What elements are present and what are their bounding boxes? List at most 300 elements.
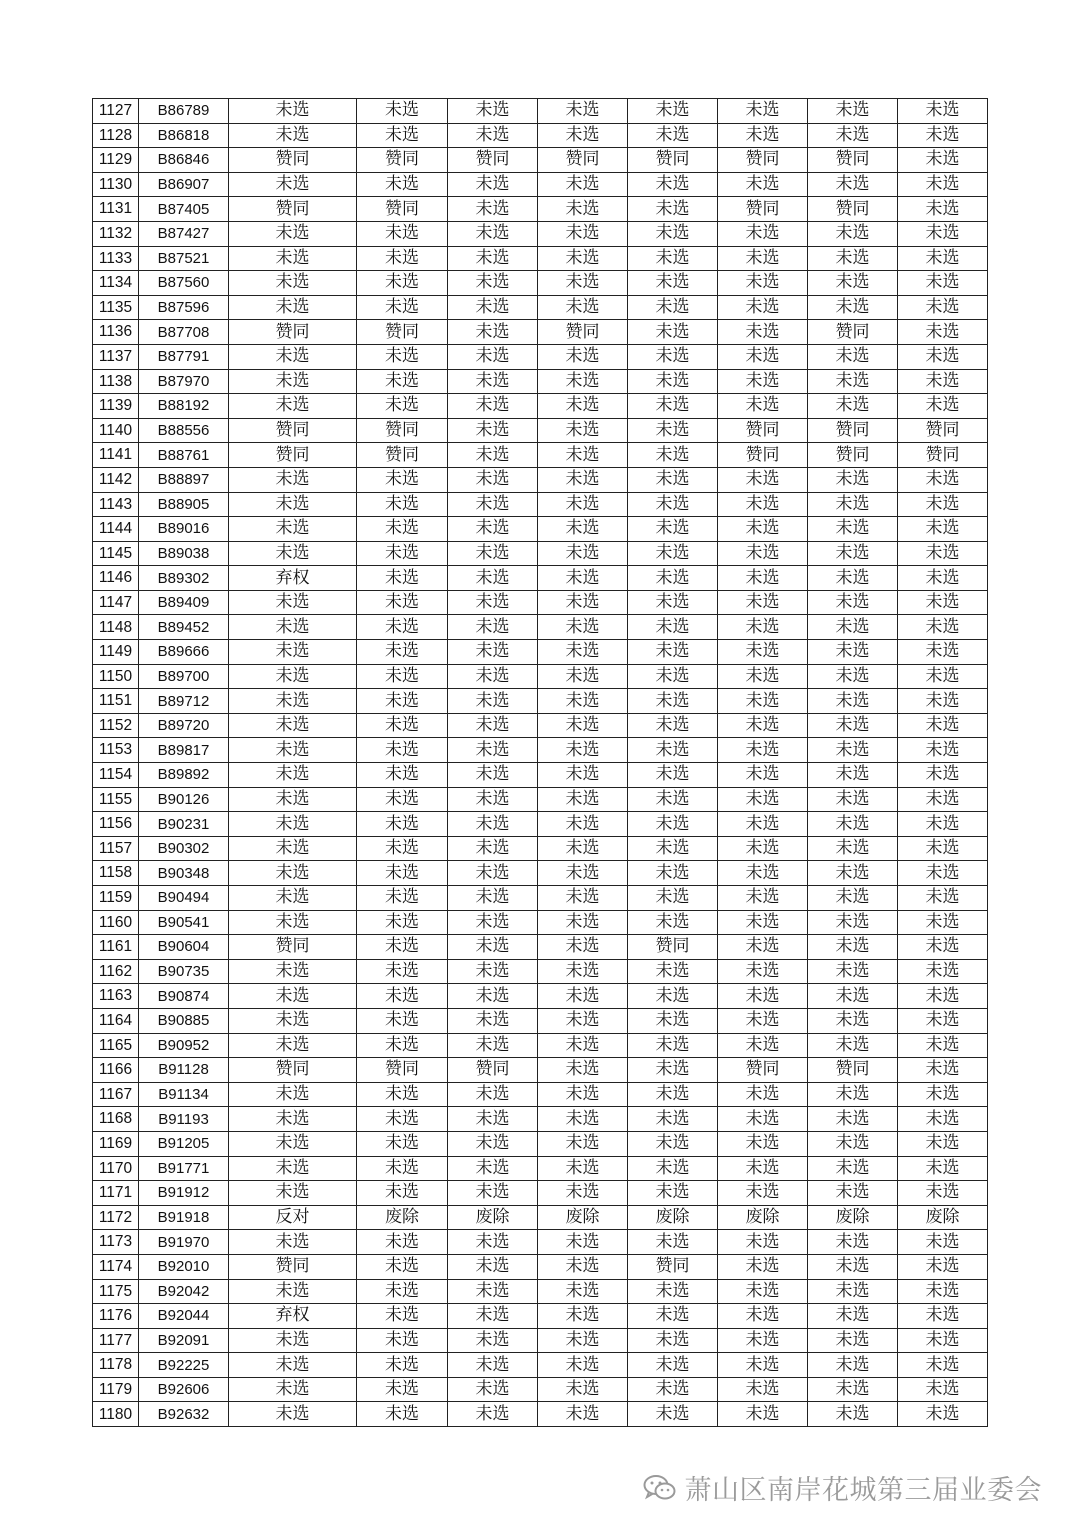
vote-cell: 未选 [898, 1254, 988, 1279]
vote-cell: 未选 [718, 1328, 808, 1353]
vote-cell: 未选 [808, 369, 898, 394]
vote-cell: 未选 [538, 1181, 628, 1206]
vote-cell: 未选 [628, 246, 718, 271]
row-number-cell: 1155 [93, 787, 139, 812]
vote-table-sheet [92, 98, 987, 1427]
vote-cell: 未选 [808, 394, 898, 419]
vote-cell: 未选 [448, 1279, 538, 1304]
vote-cell: 未选 [718, 1279, 808, 1304]
voter-code-cell: B90231 [139, 812, 229, 837]
row-number-cell: 1167 [93, 1082, 139, 1107]
vote-cell: 未选 [229, 984, 357, 1009]
vote-cell: 未选 [229, 590, 357, 615]
vote-cell: 未选 [898, 369, 988, 394]
row-number-cell: 1143 [93, 492, 139, 517]
vote-cell: 未选 [808, 1230, 898, 1255]
vote-cell: 未选 [718, 812, 808, 837]
voter-code-cell: B87427 [139, 221, 229, 246]
vote-cell: 未选 [808, 640, 898, 665]
vote-cell: 未选 [628, 541, 718, 566]
vote-cell: 未选 [718, 713, 808, 738]
vote-cell: 未选 [357, 959, 448, 984]
vote-cell: 未选 [357, 566, 448, 591]
vote-cell: 未选 [357, 123, 448, 148]
vote-cell: 未选 [718, 640, 808, 665]
vote-cell: 未选 [229, 640, 357, 665]
vote-cell: 弃权 [229, 1304, 357, 1329]
vote-cell: 未选 [628, 1230, 718, 1255]
row-number-cell: 1158 [93, 861, 139, 886]
vote-cell: 未选 [808, 246, 898, 271]
voter-code-cell: B89720 [139, 713, 229, 738]
vote-cell: 赞同 [448, 148, 538, 173]
vote-cell: 未选 [898, 541, 988, 566]
vote-cell: 未选 [628, 763, 718, 788]
table-row [93, 320, 988, 345]
voter-code-cell: B87596 [139, 295, 229, 320]
vote-cell: 未选 [718, 836, 808, 861]
vote-cell: 未选 [538, 1328, 628, 1353]
vote-cell: 未选 [898, 738, 988, 763]
vote-cell: 未选 [808, 344, 898, 369]
vote-cell: 未选 [538, 713, 628, 738]
vote-cell: 未选 [718, 1353, 808, 1378]
vote-cell: 未选 [718, 271, 808, 296]
vote-cell: 赞同 [628, 148, 718, 173]
vote-cell: 未选 [808, 1181, 898, 1206]
vote-cell: 未选 [898, 295, 988, 320]
table-row [93, 246, 988, 271]
vote-cell: 未选 [357, 984, 448, 1009]
vote-cell: 赞同 [357, 443, 448, 468]
vote-cell: 未选 [448, 910, 538, 935]
table-row [93, 295, 988, 320]
vote-cell: 未选 [808, 517, 898, 542]
vote-cell: 未选 [718, 123, 808, 148]
vote-cell: 未选 [538, 886, 628, 911]
vote-cell: 未选 [898, 517, 988, 542]
vote-cell: 未选 [357, 541, 448, 566]
vote-cell: 未选 [628, 197, 718, 222]
vote-cell: 未选 [538, 443, 628, 468]
vote-cell: 未选 [808, 221, 898, 246]
vote-table [92, 98, 988, 1427]
vote-cell: 未选 [448, 1353, 538, 1378]
vote-cell: 赞同 [229, 148, 357, 173]
vote-cell: 未选 [898, 590, 988, 615]
vote-cell: 未选 [808, 1033, 898, 1058]
vote-cell: 未选 [628, 221, 718, 246]
vote-cell: 未选 [229, 271, 357, 296]
voter-code-cell: B87791 [139, 344, 229, 369]
vote-cell: 未选 [898, 1058, 988, 1083]
row-number-cell: 1170 [93, 1156, 139, 1181]
vote-cell: 未选 [229, 886, 357, 911]
row-number-cell: 1179 [93, 1377, 139, 1402]
vote-cell: 未选 [808, 172, 898, 197]
vote-cell: 未选 [229, 959, 357, 984]
row-number-cell: 1129 [93, 148, 139, 173]
vote-cell: 未选 [229, 467, 357, 492]
vote-cell: 未选 [357, 1107, 448, 1132]
vote-cell: 未选 [229, 1328, 357, 1353]
vote-cell: 未选 [628, 517, 718, 542]
vote-cell: 未选 [229, 394, 357, 419]
row-number-cell: 1137 [93, 344, 139, 369]
vote-cell: 废除 [718, 1205, 808, 1230]
row-number-cell: 1161 [93, 935, 139, 960]
vote-cell: 未选 [718, 344, 808, 369]
row-number-cell: 1146 [93, 566, 139, 591]
vote-cell: 未选 [229, 615, 357, 640]
vote-cell: 未选 [628, 443, 718, 468]
vote-cell: 赞同 [538, 148, 628, 173]
table-row [93, 443, 988, 468]
vote-cell: 未选 [229, 1377, 357, 1402]
vote-cell: 未选 [628, 984, 718, 1009]
voter-code-cell: B92044 [139, 1304, 229, 1329]
vote-cell: 未选 [898, 271, 988, 296]
vote-cell: 赞同 [229, 443, 357, 468]
vote-cell: 未选 [808, 1377, 898, 1402]
vote-cell: 未选 [357, 1033, 448, 1058]
voter-code-cell: B90302 [139, 836, 229, 861]
vote-cell: 未选 [808, 1304, 898, 1329]
vote-cell: 未选 [357, 492, 448, 517]
voter-code-cell: B89038 [139, 541, 229, 566]
vote-cell: 未选 [808, 984, 898, 1009]
vote-cell: 未选 [357, 689, 448, 714]
row-number-cell: 1178 [93, 1353, 139, 1378]
vote-cell: 未选 [898, 1082, 988, 1107]
vote-cell: 未选 [538, 1279, 628, 1304]
vote-cell: 赞同 [898, 443, 988, 468]
vote-cell: 未选 [898, 812, 988, 837]
vote-cell: 未选 [718, 590, 808, 615]
vote-cell: 未选 [718, 99, 808, 124]
vote-cell: 未选 [538, 418, 628, 443]
row-number-cell: 1166 [93, 1058, 139, 1083]
vote-cell: 赞同 [808, 418, 898, 443]
vote-cell: 未选 [898, 197, 988, 222]
vote-cell: 未选 [538, 1082, 628, 1107]
vote-cell: 未选 [448, 566, 538, 591]
voter-code-cell: B90952 [139, 1033, 229, 1058]
vote-cell: 赞同 [229, 418, 357, 443]
vote-cell: 未选 [808, 467, 898, 492]
vote-cell: 未选 [448, 1082, 538, 1107]
vote-cell: 未选 [538, 517, 628, 542]
vote-cell: 未选 [229, 172, 357, 197]
vote-cell: 未选 [448, 443, 538, 468]
row-number-cell: 1156 [93, 812, 139, 837]
vote-cell: 未选 [808, 886, 898, 911]
vote-cell: 未选 [718, 541, 808, 566]
wechat-icon [643, 1474, 677, 1502]
vote-cell: 未选 [898, 640, 988, 665]
vote-cell: 未选 [448, 1008, 538, 1033]
vote-cell: 未选 [538, 1107, 628, 1132]
vote-cell: 未选 [718, 664, 808, 689]
row-number-cell: 1147 [93, 590, 139, 615]
vote-cell: 未选 [898, 836, 988, 861]
vote-cell: 未选 [808, 861, 898, 886]
vote-cell: 未选 [898, 172, 988, 197]
vote-cell: 未选 [808, 1279, 898, 1304]
vote-cell: 未选 [538, 959, 628, 984]
vote-cell: 未选 [229, 812, 357, 837]
vote-cell: 未选 [448, 787, 538, 812]
voter-code-cell: B91193 [139, 1107, 229, 1132]
table-row [93, 664, 988, 689]
vote-cell: 赞同 [357, 148, 448, 173]
vote-cell: 未选 [808, 935, 898, 960]
vote-cell: 未选 [718, 861, 808, 886]
row-number-cell: 1151 [93, 689, 139, 714]
voter-code-cell: B91771 [139, 1156, 229, 1181]
table-row [93, 713, 988, 738]
vote-cell: 未选 [718, 369, 808, 394]
table-row [93, 517, 988, 542]
watermark-text: 萧山区南岸花城第三届业委会 [684, 1475, 1042, 1506]
vote-cell: 未选 [357, 295, 448, 320]
vote-cell: 未选 [718, 615, 808, 640]
vote-cell: 未选 [538, 344, 628, 369]
vote-cell: 未选 [898, 320, 988, 345]
vote-cell: 未选 [448, 172, 538, 197]
vote-cell: 赞同 [357, 197, 448, 222]
table-row [93, 1402, 988, 1427]
vote-cell: 未选 [448, 1377, 538, 1402]
vote-cell: 未选 [538, 1353, 628, 1378]
vote-cell: 未选 [538, 467, 628, 492]
row-number-cell: 1169 [93, 1131, 139, 1156]
row-number-cell: 1140 [93, 418, 139, 443]
vote-cell: 未选 [229, 344, 357, 369]
voter-code-cell: B90541 [139, 910, 229, 935]
vote-cell: 未选 [229, 738, 357, 763]
vote-cell: 未选 [628, 1181, 718, 1206]
vote-cell: 未选 [628, 590, 718, 615]
vote-cell: 未选 [538, 763, 628, 788]
vote-cell: 弃权 [229, 566, 357, 591]
table-row [93, 615, 988, 640]
table-row [93, 566, 988, 591]
vote-cell: 赞同 [808, 197, 898, 222]
vote-cell: 未选 [357, 1279, 448, 1304]
vote-cell: 未选 [718, 689, 808, 714]
table-row [93, 640, 988, 665]
vote-cell: 未选 [808, 1107, 898, 1132]
vote-cell: 未选 [538, 99, 628, 124]
vote-cell: 未选 [538, 369, 628, 394]
row-number-cell: 1153 [93, 738, 139, 763]
vote-cell: 未选 [718, 467, 808, 492]
table-row [93, 197, 988, 222]
vote-cell: 未选 [628, 738, 718, 763]
vote-cell: 未选 [229, 664, 357, 689]
table-row [93, 172, 988, 197]
table-row [93, 1304, 988, 1329]
vote-cell: 未选 [898, 615, 988, 640]
vote-cell: 未选 [448, 1328, 538, 1353]
vote-cell: 赞同 [718, 418, 808, 443]
vote-cell: 未选 [898, 467, 988, 492]
voter-code-cell: B89302 [139, 566, 229, 591]
voter-code-cell: B92091 [139, 1328, 229, 1353]
row-number-cell: 1136 [93, 320, 139, 345]
table-row [93, 1353, 988, 1378]
vote-cell: 未选 [808, 812, 898, 837]
row-number-cell: 1130 [93, 172, 139, 197]
vote-cell: 未选 [357, 1131, 448, 1156]
vote-cell: 未选 [229, 1279, 357, 1304]
vote-cell: 未选 [538, 861, 628, 886]
vote-cell: 未选 [808, 295, 898, 320]
voter-code-cell: B89817 [139, 738, 229, 763]
vote-cell: 未选 [538, 1254, 628, 1279]
row-number-cell: 1164 [93, 1008, 139, 1033]
vote-cell: 未选 [538, 172, 628, 197]
vote-cell: 未选 [628, 1353, 718, 1378]
vote-cell: 未选 [718, 1254, 808, 1279]
vote-cell: 未选 [628, 1008, 718, 1033]
vote-cell: 未选 [808, 836, 898, 861]
vote-cell: 未选 [538, 541, 628, 566]
vote-cell: 未选 [448, 861, 538, 886]
vote-cell: 未选 [448, 394, 538, 419]
voter-code-cell: B87708 [139, 320, 229, 345]
vote-cell: 未选 [808, 1082, 898, 1107]
vote-cell: 未选 [538, 221, 628, 246]
vote-cell: 未选 [448, 197, 538, 222]
table-row [93, 1328, 988, 1353]
vote-cell: 未选 [229, 295, 357, 320]
voter-code-cell: B89452 [139, 615, 229, 640]
vote-cell: 未选 [448, 713, 538, 738]
voter-code-cell: B89409 [139, 590, 229, 615]
vote-cell: 未选 [538, 295, 628, 320]
vote-cell: 未选 [628, 1328, 718, 1353]
vote-cell: 未选 [357, 394, 448, 419]
vote-cell: 未选 [357, 1181, 448, 1206]
voter-code-cell: B91205 [139, 1131, 229, 1156]
vote-cell: 未选 [229, 836, 357, 861]
table-row [93, 738, 988, 763]
vote-cell: 未选 [448, 517, 538, 542]
vote-cell: 未选 [229, 492, 357, 517]
vote-cell: 未选 [448, 1156, 538, 1181]
vote-cell: 未选 [628, 295, 718, 320]
row-number-cell: 1165 [93, 1033, 139, 1058]
table-row [93, 861, 988, 886]
vote-cell: 未选 [538, 123, 628, 148]
vote-cell: 赞同 [229, 320, 357, 345]
table-row [93, 1377, 988, 1402]
vote-cell: 未选 [718, 787, 808, 812]
vote-cell: 未选 [718, 221, 808, 246]
vote-cell: 未选 [538, 197, 628, 222]
voter-code-cell: B90735 [139, 959, 229, 984]
vote-cell: 未选 [808, 615, 898, 640]
vote-cell: 未选 [229, 1353, 357, 1378]
vote-cell: 未选 [898, 221, 988, 246]
vote-cell: 未选 [898, 713, 988, 738]
vote-cell: 未选 [628, 320, 718, 345]
vote-cell: 未选 [357, 1156, 448, 1181]
vote-cell: 未选 [628, 369, 718, 394]
voter-code-cell: B90494 [139, 886, 229, 911]
vote-cell: 赞同 [229, 935, 357, 960]
vote-cell: 未选 [357, 886, 448, 911]
vote-cell: 未选 [357, 787, 448, 812]
voter-code-cell: B90874 [139, 984, 229, 1009]
vote-cell: 未选 [448, 935, 538, 960]
vote-cell: 未选 [357, 1377, 448, 1402]
vote-cell: 未选 [538, 1156, 628, 1181]
vote-cell: 未选 [808, 123, 898, 148]
table-row [93, 1230, 988, 1255]
vote-cell: 未选 [229, 541, 357, 566]
voter-code-cell: B92042 [139, 1279, 229, 1304]
voter-code-cell: B88897 [139, 467, 229, 492]
vote-cell: 未选 [628, 1304, 718, 1329]
row-number-cell: 1163 [93, 984, 139, 1009]
vote-cell: 未选 [628, 172, 718, 197]
table-row [93, 910, 988, 935]
vote-cell: 未选 [448, 1107, 538, 1132]
vote-cell: 废除 [628, 1205, 718, 1230]
vote-cell: 未选 [718, 1181, 808, 1206]
vote-cell: 未选 [229, 763, 357, 788]
voter-code-cell: B87970 [139, 369, 229, 394]
vote-cell: 未选 [538, 689, 628, 714]
voter-code-cell: B86818 [139, 123, 229, 148]
vote-cell: 未选 [808, 99, 898, 124]
vote-cell: 赞同 [718, 148, 808, 173]
vote-cell: 未选 [357, 615, 448, 640]
vote-cell: 赞同 [229, 197, 357, 222]
voter-code-cell: B86789 [139, 99, 229, 124]
vote-cell: 未选 [898, 1377, 988, 1402]
vote-cell: 赞同 [538, 320, 628, 345]
voter-code-cell: B87521 [139, 246, 229, 271]
vote-cell: 反对 [229, 1205, 357, 1230]
vote-cell: 未选 [628, 566, 718, 591]
vote-cell: 未选 [448, 1254, 538, 1279]
table-row [93, 344, 988, 369]
vote-cell: 未选 [628, 123, 718, 148]
table-row [93, 369, 988, 394]
vote-cell: 未选 [357, 1304, 448, 1329]
vote-cell: 未选 [229, 713, 357, 738]
row-number-cell: 1127 [93, 99, 139, 124]
table-row [93, 123, 988, 148]
vote-cell: 未选 [538, 1131, 628, 1156]
vote-cell: 未选 [898, 246, 988, 271]
vote-cell: 未选 [898, 886, 988, 911]
vote-cell: 未选 [808, 1008, 898, 1033]
vote-cell: 未选 [628, 640, 718, 665]
row-number-cell: 1142 [93, 467, 139, 492]
vote-cell: 未选 [357, 1254, 448, 1279]
row-number-cell: 1141 [93, 443, 139, 468]
row-number-cell: 1149 [93, 640, 139, 665]
vote-cell: 未选 [718, 984, 808, 1009]
vote-cell: 未选 [628, 1058, 718, 1083]
row-number-cell: 1128 [93, 123, 139, 148]
voter-code-cell: B89700 [139, 664, 229, 689]
